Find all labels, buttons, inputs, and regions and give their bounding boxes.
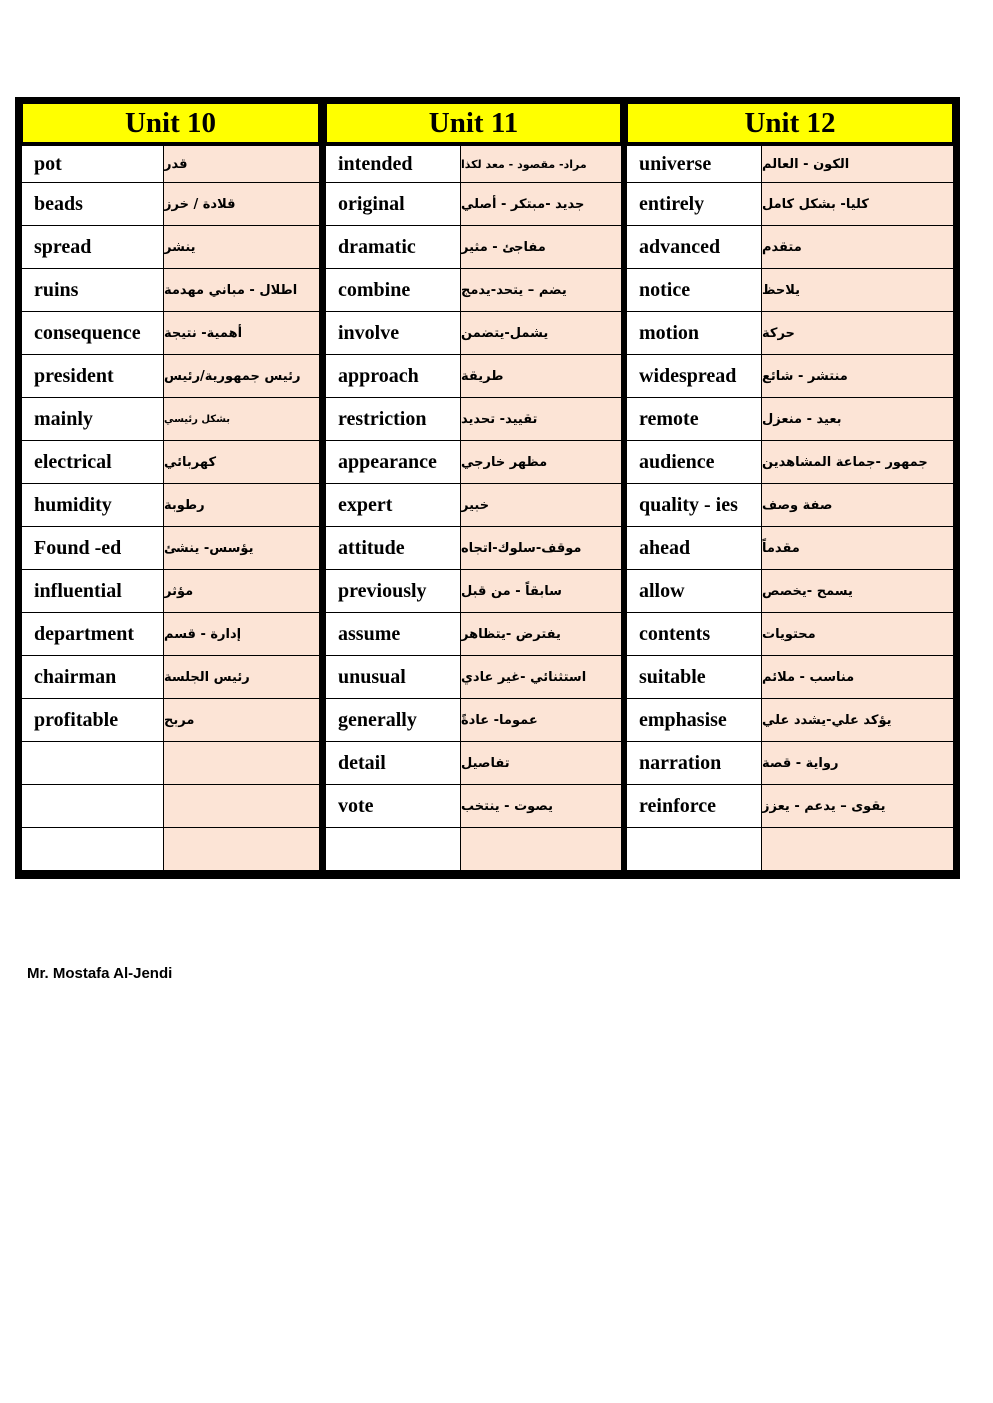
arabic-meaning: حركة xyxy=(762,312,953,354)
unit-header: Unit 10 xyxy=(22,103,319,143)
table-row xyxy=(326,226,621,268)
arabic-meaning: جديد -مبتكر - أصلي xyxy=(461,183,621,225)
english-word: mainly xyxy=(22,398,163,440)
arabic-meaning xyxy=(164,785,319,827)
table-row xyxy=(627,355,953,397)
arabic-meaning: اطلال - مباني مهدمة xyxy=(164,269,319,311)
unit-column-10 xyxy=(22,103,319,872)
arabic-meaning: خبير xyxy=(461,484,621,526)
table-row xyxy=(627,699,953,741)
table-row xyxy=(627,226,953,268)
arabic-meaning: إدارة - قسم xyxy=(164,613,319,655)
arabic-meaning: بعيد - منعزل xyxy=(762,398,953,440)
arabic-meaning xyxy=(164,742,319,784)
arabic-meaning: متقدم xyxy=(762,226,953,268)
arabic-meaning: صفة وصف xyxy=(762,484,953,526)
table-row xyxy=(326,441,621,483)
english-word: humidity xyxy=(22,484,163,526)
table-row xyxy=(627,183,953,225)
table-row xyxy=(22,226,319,268)
table-row xyxy=(627,828,953,870)
arabic-meaning: يقوى – يدعم - يعزز xyxy=(762,785,953,827)
arabic-meaning: يضم – يتحد-يدمج xyxy=(461,269,621,311)
author-footer: Mr. Mostafa Al-Jendi xyxy=(27,965,173,982)
arabic-meaning: مراد- مقصود - معد لكذا xyxy=(461,146,621,182)
english-word: previously xyxy=(326,570,460,612)
english-word: notice xyxy=(627,269,761,311)
arabic-meaning: يلاحظ xyxy=(762,269,953,311)
english-word: profitable xyxy=(22,699,163,741)
table-row xyxy=(22,699,319,741)
english-word: assume xyxy=(326,613,460,655)
english-word xyxy=(22,785,163,827)
arabic-meaning: أهمية- نتيجة xyxy=(164,312,319,354)
table-row xyxy=(326,355,621,397)
unit-header: Unit 11 xyxy=(326,103,621,143)
arabic-meaning: تقييد- تحديد xyxy=(461,398,621,440)
table-row xyxy=(22,570,319,612)
arabic-meaning: قدر xyxy=(164,146,319,182)
english-word: original xyxy=(326,183,460,225)
unit-header: Unit 12 xyxy=(627,103,953,143)
english-word: contents xyxy=(627,613,761,655)
arabic-meaning: رطوبة xyxy=(164,484,319,526)
english-word: audience xyxy=(627,441,761,483)
table-row xyxy=(22,785,319,827)
english-word: entirely xyxy=(627,183,761,225)
table-row xyxy=(22,613,319,655)
english-word: approach xyxy=(326,355,460,397)
arabic-meaning: كهربائي xyxy=(164,441,319,483)
english-word: beads xyxy=(22,183,163,225)
arabic-meaning: مربح xyxy=(164,699,319,741)
english-word: ahead xyxy=(627,527,761,569)
arabic-meaning: مؤثر xyxy=(164,570,319,612)
table-row xyxy=(326,269,621,311)
english-word: chairman xyxy=(22,656,163,698)
english-word xyxy=(326,828,460,870)
table-row xyxy=(326,656,621,698)
english-word: restriction xyxy=(326,398,460,440)
arabic-meaning: جمهور -جماعة المشاهدين xyxy=(762,441,953,483)
unit-column-12 xyxy=(627,103,953,872)
table-row xyxy=(627,441,953,483)
english-word: advanced xyxy=(627,226,761,268)
english-word xyxy=(627,828,761,870)
arabic-meaning: يؤكد علي-يشدد علي xyxy=(762,699,953,741)
arabic-meaning: سابقاً - من قبل xyxy=(461,570,621,612)
english-word: emphasise xyxy=(627,699,761,741)
table-row xyxy=(326,484,621,526)
arabic-meaning: يفترض -يتظاهر xyxy=(461,613,621,655)
vocabulary-table xyxy=(15,97,960,879)
arabic-meaning: مناسب - ملائم xyxy=(762,656,953,698)
english-word: motion xyxy=(627,312,761,354)
english-word: president xyxy=(22,355,163,397)
table-row xyxy=(326,183,621,225)
table-row xyxy=(326,828,621,870)
english-word: appearance xyxy=(326,441,460,483)
english-word: pot xyxy=(22,146,163,182)
table-row xyxy=(22,441,319,483)
table-row xyxy=(326,742,621,784)
arabic-meaning: تفاصيل xyxy=(461,742,621,784)
table-row xyxy=(22,269,319,311)
arabic-meaning: استثنائي -غير عادي xyxy=(461,656,621,698)
table-row xyxy=(627,312,953,354)
english-word: ruins xyxy=(22,269,163,311)
table-row xyxy=(22,355,319,397)
arabic-meaning: يشمل-يتضمن xyxy=(461,312,621,354)
arabic-meaning: منتشر - شائع xyxy=(762,355,953,397)
english-word: dramatic xyxy=(326,226,460,268)
table-row xyxy=(326,785,621,827)
arabic-meaning: كليا- بشكل كامل xyxy=(762,183,953,225)
english-word: electrical xyxy=(22,441,163,483)
arabic-meaning: قلادة / خرز xyxy=(164,183,319,225)
english-word: quality - ies xyxy=(627,484,761,526)
arabic-meaning xyxy=(164,828,319,870)
table-row xyxy=(22,828,319,870)
arabic-meaning: يؤسس- ينشئ xyxy=(164,527,319,569)
table-row xyxy=(627,742,953,784)
table-row xyxy=(627,785,953,827)
arabic-meaning: مفاجئ - مثير xyxy=(461,226,621,268)
english-word: consequence xyxy=(22,312,163,354)
arabic-meaning: ينشر xyxy=(164,226,319,268)
english-word xyxy=(22,742,163,784)
table-row xyxy=(627,656,953,698)
english-word xyxy=(22,828,163,870)
arabic-meaning: طريقة xyxy=(461,355,621,397)
english-word: suitable xyxy=(627,656,761,698)
english-word: Found -ed xyxy=(22,527,163,569)
table-row xyxy=(326,699,621,741)
table-row xyxy=(627,398,953,440)
table-row xyxy=(22,146,319,182)
table-row xyxy=(22,484,319,526)
english-word: spread xyxy=(22,226,163,268)
arabic-meaning: عموما- عادةً xyxy=(461,699,621,741)
english-word: attitude xyxy=(326,527,460,569)
unit-column-11 xyxy=(326,103,621,872)
arabic-meaning: بشكل رئيسي xyxy=(164,398,319,440)
table-row xyxy=(627,484,953,526)
english-word: generally xyxy=(326,699,460,741)
english-word: detail xyxy=(326,742,460,784)
table-row xyxy=(22,312,319,354)
table-row xyxy=(22,398,319,440)
english-word: reinforce xyxy=(627,785,761,827)
arabic-meaning: يصوت - ينتخب xyxy=(461,785,621,827)
english-word: intended xyxy=(326,146,460,182)
table-row xyxy=(326,613,621,655)
arabic-meaning xyxy=(762,828,953,870)
arabic-meaning: رئيس الجلسة xyxy=(164,656,319,698)
arabic-meaning xyxy=(461,828,621,870)
arabic-meaning: مظهر خارجي xyxy=(461,441,621,483)
arabic-meaning: رواية - قصة xyxy=(762,742,953,784)
english-word: narration xyxy=(627,742,761,784)
table-row xyxy=(326,312,621,354)
arabic-meaning: موقف-سلوك-اتجاه xyxy=(461,527,621,569)
table-row xyxy=(627,570,953,612)
english-word: influential xyxy=(22,570,163,612)
table-row xyxy=(22,656,319,698)
table-row xyxy=(326,527,621,569)
table-row xyxy=(22,183,319,225)
arabic-meaning: الكون - العالم xyxy=(762,146,953,182)
english-word: involve xyxy=(326,312,460,354)
table-row xyxy=(627,269,953,311)
english-word: widespread xyxy=(627,355,761,397)
english-word: vote xyxy=(326,785,460,827)
table-row xyxy=(627,146,953,182)
table-row xyxy=(627,527,953,569)
arabic-meaning: محتويات xyxy=(762,613,953,655)
english-word: unusual xyxy=(326,656,460,698)
arabic-meaning: مقدماً xyxy=(762,527,953,569)
english-word: universe xyxy=(627,146,761,182)
table-row xyxy=(326,570,621,612)
english-word: expert xyxy=(326,484,460,526)
table-row xyxy=(326,398,621,440)
english-word: allow xyxy=(627,570,761,612)
english-word: remote xyxy=(627,398,761,440)
table-row xyxy=(22,742,319,784)
arabic-meaning: رئيس جمهورية/رئيس xyxy=(164,355,319,397)
english-word: department xyxy=(22,613,163,655)
table-row xyxy=(22,527,319,569)
table-row xyxy=(627,613,953,655)
arabic-meaning: يسمح -يخصص xyxy=(762,570,953,612)
english-word: combine xyxy=(326,269,460,311)
table-row xyxy=(326,146,621,182)
